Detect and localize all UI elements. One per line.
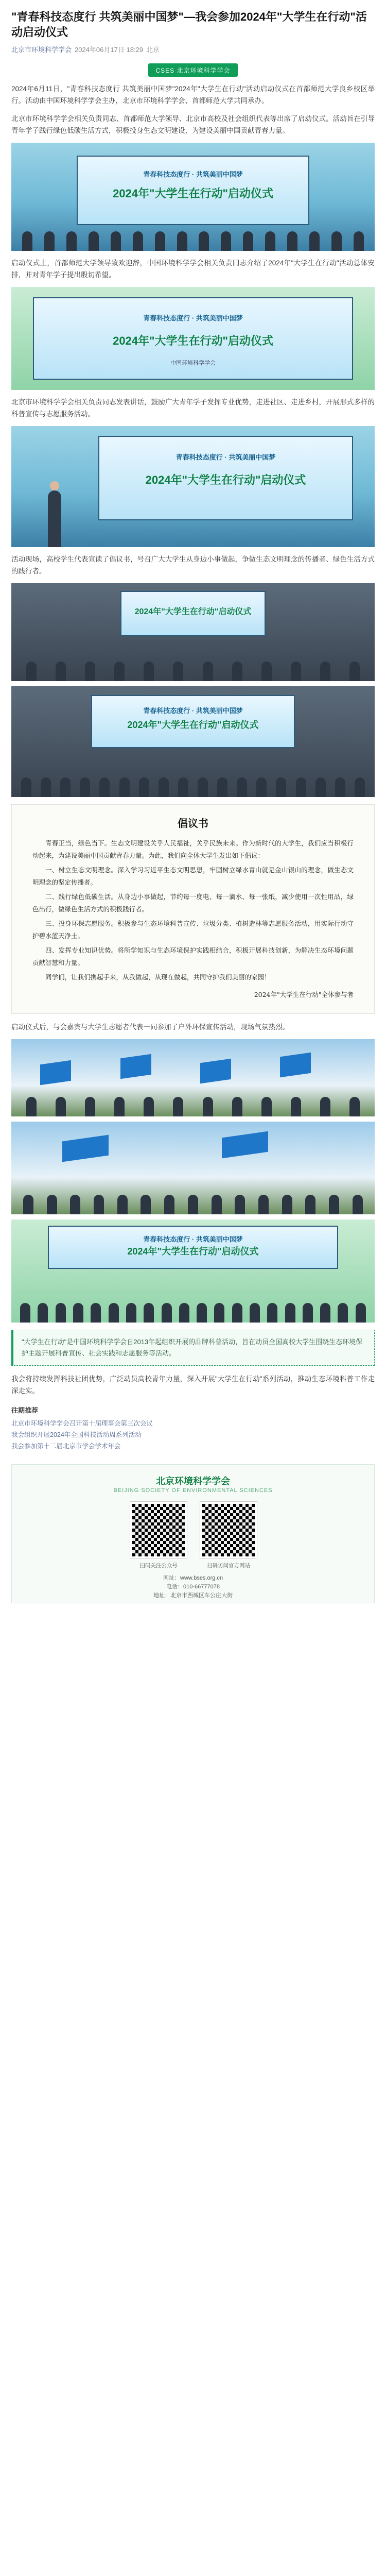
paragraph-intro: 2024年6月11日，"青春科技态度行 共筑美丽中国梦"2024年"大学生在行动"活动启动仪式在首都师范大学良乡校区举行。活动由中国环境科学学会主办，北京市环境科学学会、首都师范大学共同承办。 xyxy=(11,85,375,105)
contact-addr: 地址：北京市西城区车公庄大街 xyxy=(153,1592,233,1599)
group-silhouettes xyxy=(11,1271,375,1323)
stage-line-1: 青春科技态度行 · 共筑美丽中国梦 xyxy=(176,453,276,461)
closeup-screen xyxy=(120,591,266,636)
proposal-item-4: 四、发挥专业知识优势。将所学知识与生态环境保护实践相结合，积极开展科技创新，为解决生态环境问题贡献智慧和力量。 xyxy=(32,946,354,967)
hall-screen xyxy=(91,695,294,748)
proposal-intro: 青春正当，绿色当下。生态文明建设关乎人民福祉，关乎民族未来。作为新时代的大学生，我们应当积极行动起来，为建设美丽中国贡献青春力量。为此，我们向全体大学生发出如下倡议： xyxy=(32,839,354,859)
proposal-item-1: 一、树立生态文明理念。深入学习习近平生态文明思想，牢固树立绿水青山就是金山银山的理念，做生态文明理念的坚定传播者。 xyxy=(32,866,354,886)
proposal-closing: 同学们，让我们携起手来，从我做起，从现在做起，共同守护我们美丽的家园！ xyxy=(45,973,271,981)
photo-speaker-screen xyxy=(11,143,375,251)
related-link-2[interactable]: 我会组织开展2024年全国科技活动周系列活动 xyxy=(11,1431,142,1438)
closeup-line: 2024年"大学生在行动"启动仪式 xyxy=(134,607,252,617)
audience-silhouettes xyxy=(11,214,375,251)
related-link-3[interactable]: 我会参加第十二届北京市学会学术年会 xyxy=(11,1443,121,1450)
brand-ribbon xyxy=(11,63,375,77)
group-backdrop xyxy=(48,1226,339,1269)
flag-shape xyxy=(280,1053,311,1077)
screen-line-2: 2024年"大学生在行动"启动仪式 xyxy=(113,187,273,200)
flag-shape xyxy=(222,1131,268,1159)
article-title: "青春科技态度行 共筑美丽中国梦"—我会参加2024年"大学生在行动"活动启动仪式 xyxy=(11,10,367,39)
flag-shape xyxy=(62,1135,109,1162)
publish-date: 2024年06月17日 18:29 xyxy=(75,46,143,54)
front-row-silhouettes xyxy=(11,648,375,681)
speaker-figure xyxy=(48,490,61,547)
proposal-item-2: 二、践行绿色低碳生活。从身边小事做起，节约每一度电、每一滴水、每一张纸，减少使用一次性用品，绿色出行，做绿色生活方式的积极践行者。 xyxy=(32,893,354,913)
crowd-silhouettes xyxy=(11,1173,375,1214)
proposal-signature: 2024年"大学生在行动"全体参与者 xyxy=(254,991,354,998)
group-line-1: 青春科技态度行 · 共筑美丽中国梦 xyxy=(143,1235,243,1244)
paragraph-conclusion: 我会将持续发挥科技社团优势，广泛动员高校青年力量，深入开展"大学生在行动"系列活动，推动生态环境科普工作走深走实。 xyxy=(11,1375,375,1395)
proposal-item-3: 三、投身环保志愿服务。积极参与生态环境科普宣传、垃圾分类、植树造林等志愿服务活动，用实际行动守护碧水蓝天净土。 xyxy=(32,920,354,940)
photo-speaker-closeup xyxy=(11,583,375,681)
publish-location: 北京 xyxy=(146,46,160,54)
speaker-head xyxy=(50,481,59,490)
contact-tel: 电话：010-66777078 xyxy=(166,1584,220,1590)
flag-shape xyxy=(40,1060,71,1085)
paragraph-attendees: 北京市环境科学学会相关负责同志、首都师范大学领导、北京市高校及社会组织代表等出席了启动仪式。活动旨在引导青年学子践行绿色低碳生活方式，积极投身生态文明建设，为建设美丽中国贡献青春力量。 xyxy=(11,115,375,134)
website-qr-code[interactable] xyxy=(200,1502,257,1558)
article-meta xyxy=(11,44,375,54)
event-backdrop xyxy=(33,297,353,380)
photo-event-banner xyxy=(11,287,375,390)
flag-shape xyxy=(120,1054,151,1079)
related-link-1[interactable]: 北京市环境科学学会召开第十届理事会第三次会议 xyxy=(11,1420,153,1427)
photo-hall-wide xyxy=(11,686,375,797)
activity-note: "大学生在行动"是中国环境科学学会自2013年起组织开展的品牌科普活动，旨在动员全国高校大学生围绕生态环境保护主题开展科普宣传、社会实践和志愿服务等活动。 xyxy=(11,1330,375,1366)
qr2-caption: 扫码访问官方网站 xyxy=(207,1563,250,1569)
stage-line-2: 2024年"大学生在行动"启动仪式 xyxy=(145,473,306,487)
photo-outdoor-flags xyxy=(11,1039,375,1116)
qr1-caption: 扫码关注公众号 xyxy=(139,1563,178,1569)
related-links xyxy=(11,1405,375,1452)
related-links-label: 往期推荐 xyxy=(11,1406,39,1414)
wechat-qr-code[interactable] xyxy=(130,1502,187,1558)
paragraph-outdoor: 启动仪式后，与会嘉宾与大学生志愿者代表一同参加了户外环保宣传活动，现场气氛热烈。 xyxy=(11,1023,289,1031)
backdrop-line-1: 青春科技态度行 · 共筑美丽中国梦 xyxy=(143,314,243,323)
volunteer-silhouettes xyxy=(11,1090,375,1116)
article-header xyxy=(0,0,386,59)
paragraph-welcome: 启动仪式上，首都师范大学领导致欢迎辞，中国环境科学学会相关负责同志介绍了2024年"大学生在行动"活动总体安排，并对青年学子提出殷切希望。 xyxy=(11,259,375,279)
photo-stage-speech xyxy=(11,426,375,547)
org-name: 北京环境科学学会 xyxy=(156,1476,230,1486)
proposal-document xyxy=(11,804,375,1014)
contact-info xyxy=(12,1574,374,1600)
screen-line-1: 青春科技态度行 · 共筑美丽中国梦 xyxy=(143,170,243,178)
hall-line-1: 青春科技态度行 · 共筑美丽中国梦 xyxy=(143,707,243,715)
author-link[interactable]: 北京市环境科学学会 xyxy=(11,46,72,54)
stage-screen xyxy=(98,436,353,521)
paragraph-proposal-read: 活动现场，高校学生代表宣读了倡议书，号召广大大学生从身边小事做起，争做生态文明理念的传播者、绿色生活方式的践行者。 xyxy=(11,555,375,575)
photo-group-photo xyxy=(11,1219,375,1323)
hall-audience xyxy=(11,753,375,797)
backdrop-line-3: 中国环境科学学会 xyxy=(170,360,216,366)
footer-card xyxy=(11,1464,375,1603)
ribbon-label: CSES 北京环境科学学会 xyxy=(148,63,237,77)
org-english-name: BEIJING SOCIETY OF ENVIRONMENTAL SCIENCES xyxy=(113,1487,273,1494)
flag-shape xyxy=(200,1059,231,1083)
hall-line-2: 2024年"大学生在行动"启动仪式 xyxy=(127,719,259,730)
contact-web: 网址：www.bses.org.cn xyxy=(163,1575,223,1581)
photo-outdoor-crowd xyxy=(11,1122,375,1214)
paragraph-speech: 北京市环境科学学会相关负责同志发表讲话，鼓励广大青年学子发挥专业优势，走进社区、走进乡村，开展形式多样的科普宣传与志愿服务活动。 xyxy=(11,398,375,418)
group-line-2: 2024年"大学生在行动"启动仪式 xyxy=(127,1246,259,1257)
proposal-title: 倡议书 xyxy=(178,817,208,829)
backdrop-line-2: 2024年"大学生在行动"启动仪式 xyxy=(113,334,273,347)
